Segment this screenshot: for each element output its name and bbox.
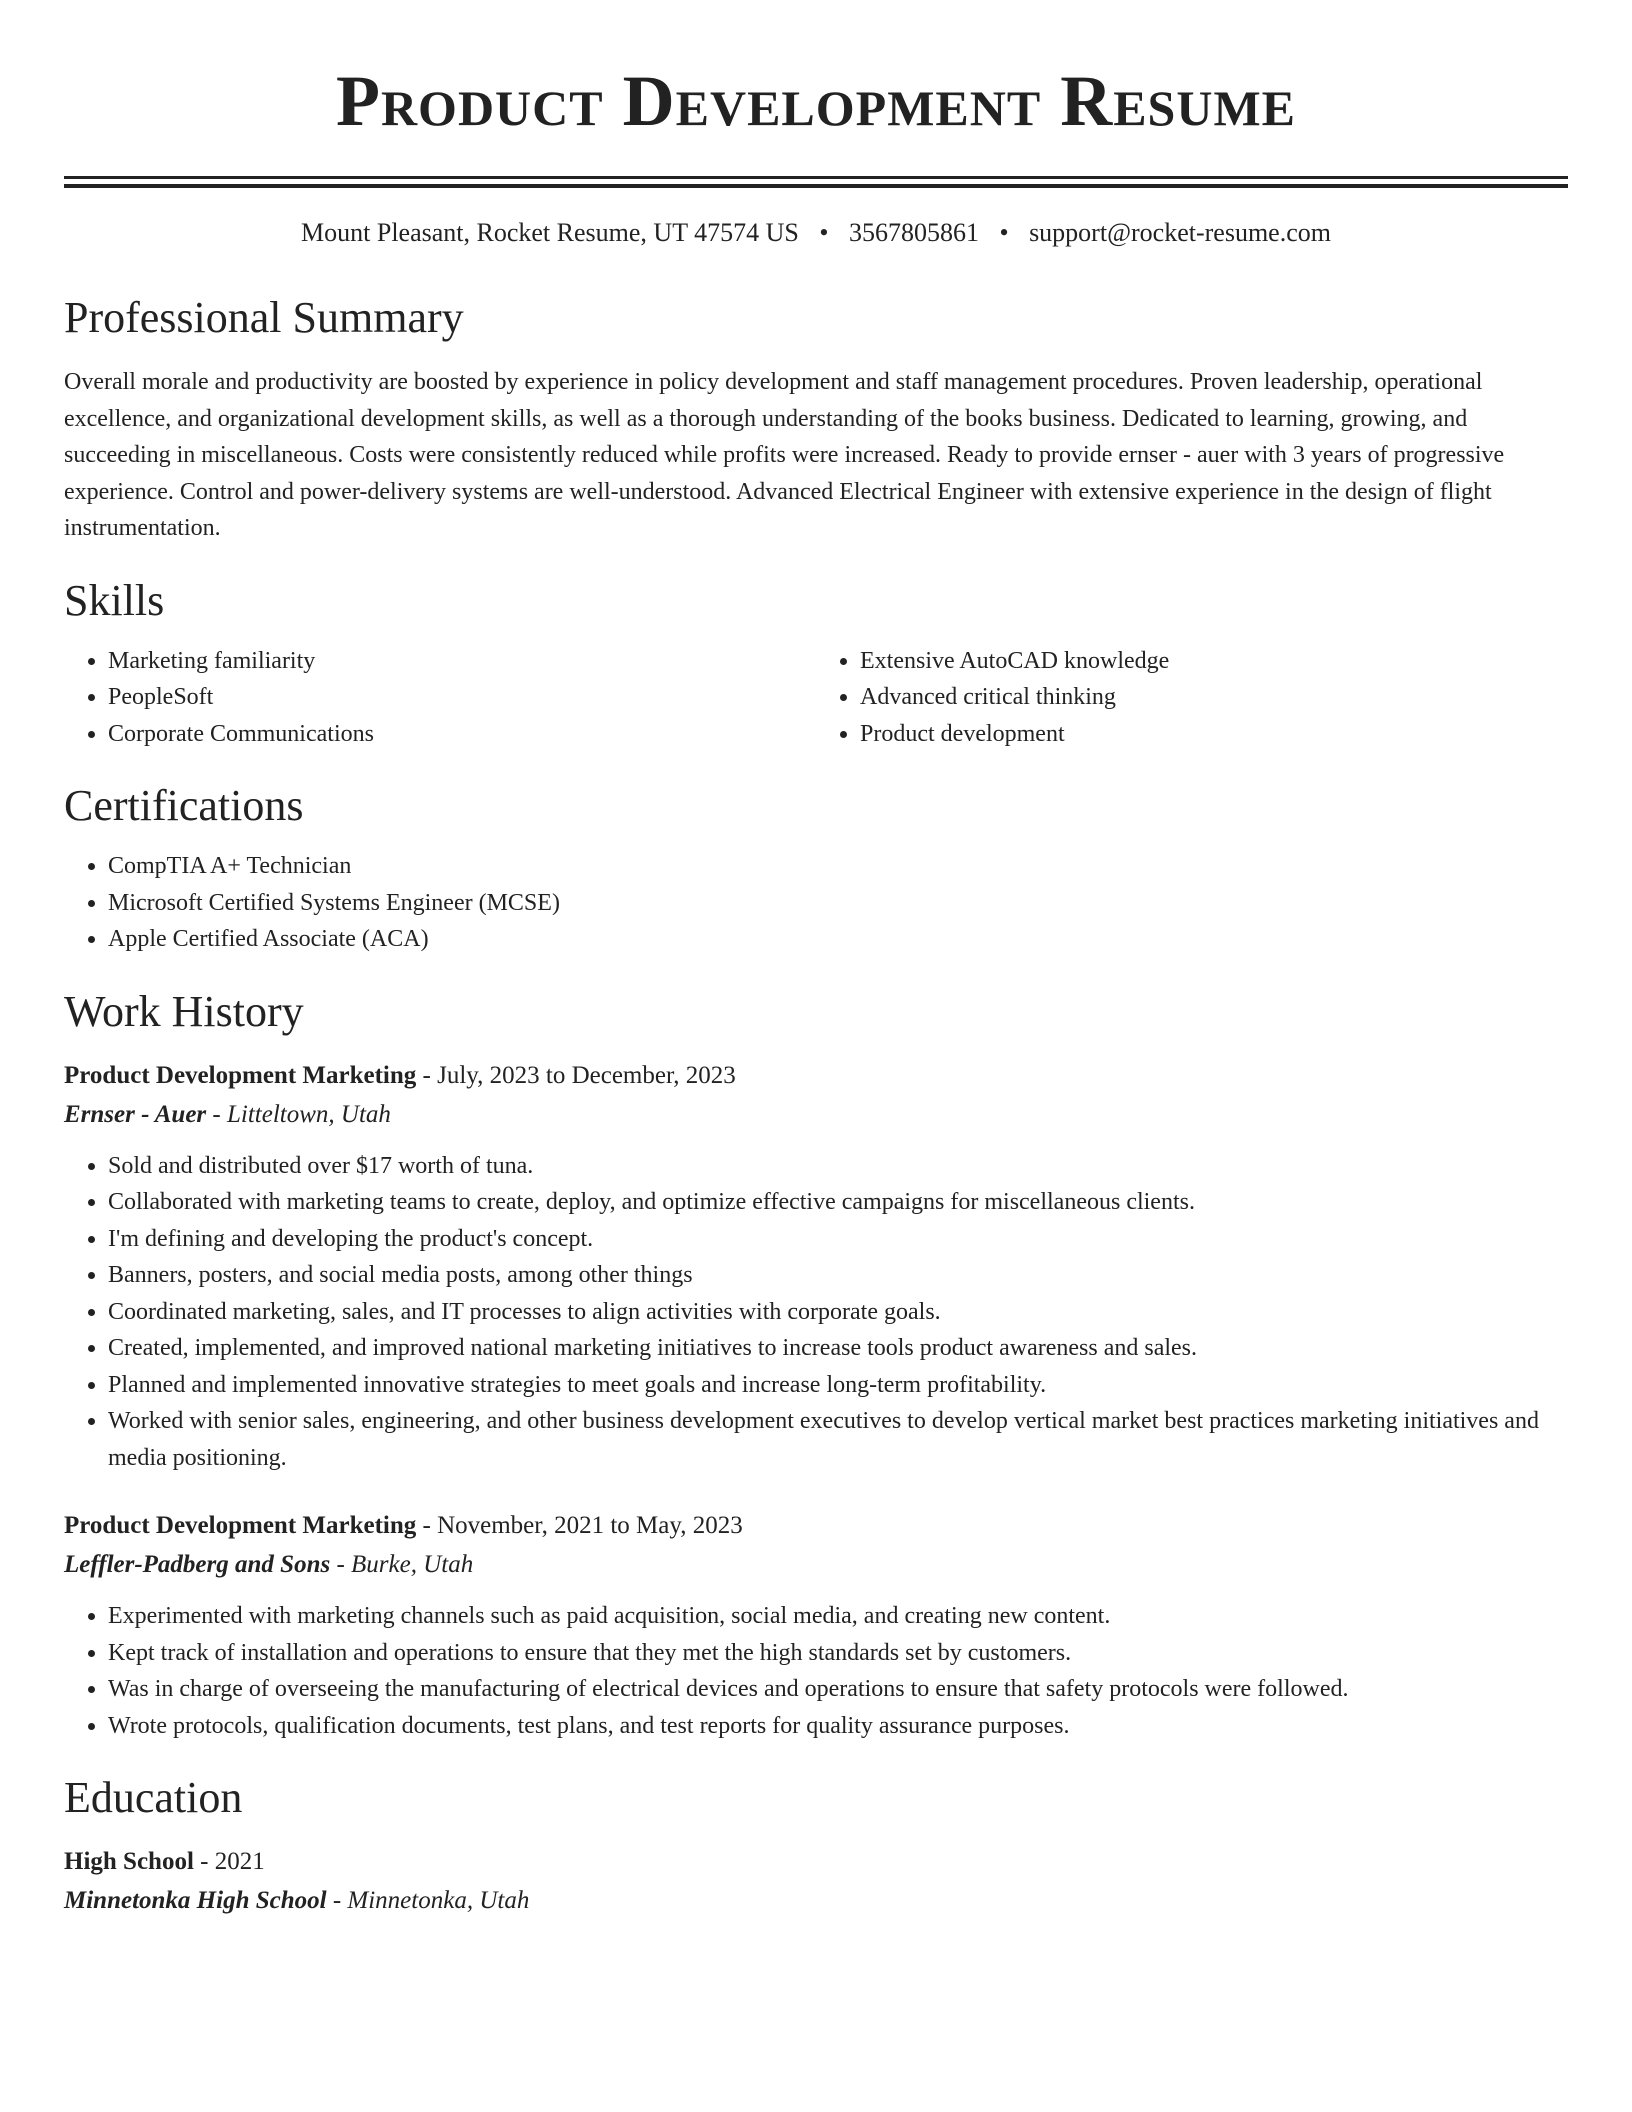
job-bullet: • Wrote protocols, qualification documents, test plans, and test reports for quality assurance purposes. — [108, 1708, 1568, 1745]
skill-item: • Marketing familiarity — [108, 643, 816, 680]
job-bullets — [64, 1148, 1568, 1477]
company-line — [64, 1095, 1568, 1134]
job-bullet: • Experimented with marketing channels such as paid acquisition, social media, and creating new content. — [108, 1598, 1568, 1635]
job-entry — [64, 1056, 1568, 1477]
skill-item: • PeopleSoft — [108, 679, 816, 716]
skill-item: • Extensive AutoCAD knowledge — [860, 643, 1568, 680]
contact-phone: 3567805861 — [848, 218, 979, 247]
education-section — [64, 1772, 1568, 1920]
job-bullet: • Banners, posters, and social media posts, among other things — [108, 1257, 1568, 1294]
certification-item: • Apple Certified Associate (ACA) — [108, 921, 1568, 958]
company-location: - Burke, Utah — [330, 1551, 474, 1578]
work-history-heading: Work History — [64, 986, 304, 1036]
summary-heading: Professional Summary — [64, 293, 464, 342]
school-name: Minnetonka High School — [64, 1887, 327, 1914]
job-bullet: • Sold and distributed over $17 worth of tuna. — [108, 1148, 1568, 1185]
skill-item: • Advanced critical thinking — [860, 679, 1568, 716]
school-line — [64, 1881, 1568, 1920]
certifications-section — [64, 780, 1568, 958]
education-heading: Education — [64, 1773, 243, 1822]
job-dates: - November, 2021 to May, 2023 — [416, 1512, 743, 1539]
resume-title: Product Development Resume — [335, 61, 1297, 141]
contact-address: Mount Pleasant, Rocket Resume, UT 47574 US — [301, 218, 799, 247]
summary-section — [64, 292, 1568, 547]
skills-grid — [64, 643, 1568, 753]
skills-section — [64, 575, 1568, 753]
certifications-list — [64, 848, 1568, 958]
summary-text: Overall morale and productivity are boosted by experience in policy development and staff management procedures. Proven leadership, operational excellence, and organizational development skills, as well as a thorough understanding of the books business. Dedicated to learning, growing, and succeeding in miscellaneous. Costs were consistently reduced while profits were increased. Ready to provide ernser - auer with 3 years of progressive experience. Control and power-delivery systems are well-understood. Advanced Electrical Engineer with extensive experience in the design of flight instrumentation. — [64, 369, 1505, 541]
title-divider — [64, 176, 1568, 188]
job-entry — [64, 1506, 1568, 1744]
job-bullet: • Created, implemented, and improved national marketing initiatives to increase tools product awareness and sales. — [108, 1330, 1568, 1367]
job-bullet: • Was in charge of overseeing the manufacturing of electrical devices and operations to ensure that safety protocols were followed. — [108, 1671, 1568, 1708]
job-bullets — [64, 1598, 1568, 1744]
job-bullet: • Kept track of installation and operations to ensure that they met the high standards set by customers. — [108, 1635, 1568, 1672]
company-name: Leffler-Padberg and Sons — [64, 1551, 331, 1578]
school-location: - Minnetonka, Utah — [326, 1887, 530, 1914]
job-title-line — [64, 1506, 1568, 1545]
certification-item: • CompTIA A+ Technician — [108, 848, 1568, 885]
work-history-section — [64, 986, 1568, 1745]
company-line — [64, 1545, 1568, 1584]
job-bullet: • Coordinated marketing, sales, and IT processes to align activities with corporate goals. — [108, 1294, 1568, 1331]
job-bullet: • Worked with senior sales, engineering, and other business development executives to develop vertical market best practices marketing initiatives and media positioning. — [108, 1403, 1568, 1476]
company-location: - Litteltown, Utah — [206, 1100, 391, 1128]
degree-line — [64, 1842, 1568, 1881]
job-bullet: • Planned and implemented innovative strategies to meet goals and increase long-term profitability. — [108, 1367, 1568, 1404]
skills-heading: Skills — [64, 575, 165, 625]
job-title: Product Development Marketing — [64, 1512, 417, 1539]
contact-email: support@rocket-resume.com — [1029, 218, 1331, 247]
contact-separator: • — [819, 218, 829, 247]
certifications-heading: Certifications — [64, 781, 304, 830]
skills-list-left — [64, 643, 816, 753]
job-bullet: • I'm defining and developing the product's concept. — [108, 1221, 1568, 1258]
degree-year: - 2021 — [193, 1848, 265, 1875]
skills-list-right — [816, 643, 1568, 753]
certification-item: • Microsoft Certified Systems Engineer (MCSE) — [108, 885, 1568, 922]
company-name: Ernser - Auer — [64, 1100, 207, 1128]
contact-line — [64, 216, 1568, 250]
job-bullet: • Collaborated with marketing teams to create, deploy, and optimize effective campaigns for miscellaneous clients. — [108, 1184, 1568, 1221]
skill-item: • Product development — [860, 716, 1568, 753]
contact-separator: • — [999, 218, 1009, 247]
degree-name: High School — [64, 1848, 194, 1875]
skill-item: • Corporate Communications — [108, 716, 816, 753]
job-dates: - July, 2023 to December, 2023 — [416, 1061, 736, 1089]
job-title: Product Development Marketing — [64, 1061, 417, 1089]
job-title-line — [64, 1056, 1568, 1095]
